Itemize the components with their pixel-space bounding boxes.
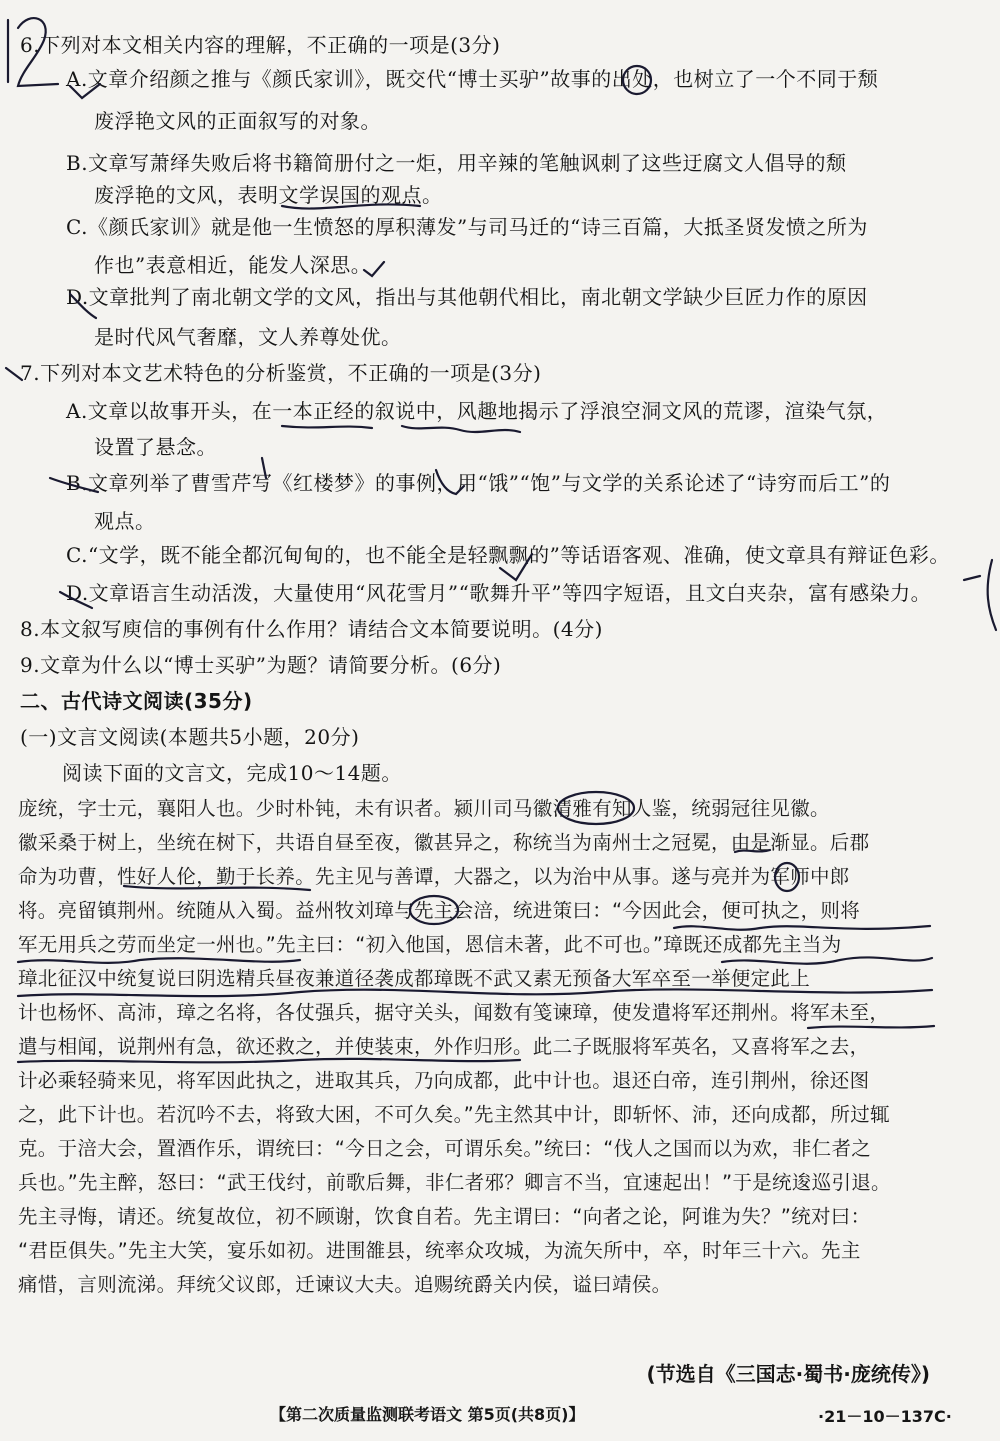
question-6-stem: 6.下列对本文相关内容的理解，不正确的一项是(3分) xyxy=(20,33,501,57)
question-6-option-b-cont: 废浮艳的文风，表明文学误国的观点。 xyxy=(94,183,443,207)
underline-humor xyxy=(402,426,520,432)
passage-line: 痛惜，言则流涕。拜统父议郎，迁谏议大夫。追赐统爵关内侯，谥曰靖侯。 xyxy=(18,1273,672,1296)
question-6-option-c: C.《颜氏家训》就是他一生愤怒的厚积薄发”与司马迁的“诗三百篇，大抵圣贤发愤之所为 xyxy=(66,215,868,239)
passage-line: 遣与相闻，说荆州有急，欲还救之，并使装束，外作归形。此二子既服将军英名，又喜将军之去， xyxy=(18,1035,870,1058)
question-7-option-a: A.文章以故事开头，在一本正经的叙说中，风趣地揭示了浮浪空洞文风的荒谬，渲染气氛， xyxy=(66,399,888,423)
passage-line: 兵也。”先主醉，怒曰：“武王伐纣，前歌后舞，非仁者邪？卿言不当，宜速起出！”于是统逡巡引退。 xyxy=(18,1171,891,1194)
underline-solemn xyxy=(282,426,372,428)
passage-line: 军无用兵之劳而坐定一州也。”先主曰：“初入他国，恩信未著，此不可也。”璋既还成都先主当为 xyxy=(18,933,842,956)
passage-line: 将。亮留镇荆州。统随从入蜀。益州牧刘璋与先主会涪，统进策曰：“今因此会，便可执之，则将 xyxy=(18,899,861,922)
subsection-1-heading: (一)文言文阅读(本题共5小题，20分) xyxy=(20,725,360,749)
passage-line: “君臣俱失。”先主大笑，宴乐如初。进围雒县，统率众攻城，为流矢所中，卒，时年三十六。先主 xyxy=(18,1239,861,1262)
question-7-stem: 7.下列对本文艺术特色的分析鉴赏，不正确的一项是(3分) xyxy=(20,361,542,385)
passage-line: 徽采桑于树上，坐统在树下，共语自昼至夜，徽甚异之，称统当为南州士之冠冕，由是渐显。后郡 xyxy=(18,831,870,854)
exam-code: ·21－10－137C· xyxy=(818,1407,952,1426)
passage-line: 计也杨怀、高沛，璋之名将，各仗强兵，据守关头，闻数有笺谏璋，使发遣将军还荆州。将军未至， xyxy=(18,1001,890,1024)
question-6-option-c-cont: 作也”表意相近，能发人深思。 xyxy=(94,253,372,277)
passage-line: 克。于涪大会，置酒作乐，谓统曰：“今日之会，可谓乐矣。”统曰：“伐人之国而以为欢，非仁者之 xyxy=(18,1137,872,1160)
margin-mark-1 xyxy=(964,576,980,580)
question-6-option-d: D.文章批判了南北朝文学的文风，指出与其他朝代相比，南北朝文学缺少巨匠力作的原因 xyxy=(66,285,868,309)
question-7-option-d: D.文章语言生动活泼，大量使用“风花雪月”“歌舞升平”等四字短语，且文白夹杂，富有感染力。 xyxy=(66,581,932,605)
passage-line: 璋北征汉中统复说曰阴选精兵昼夜兼道径袭成都璋既不武又素无预备大军卒至一举便定此上 xyxy=(18,967,811,990)
passage-line: 之，此下计也。若沉吟不去，将致大困，不可久矣。”先主然其中计，即斩怀、沛，还向成都，所过辄 xyxy=(18,1103,890,1126)
section-2-heading: 二、古代诗文阅读(35分) xyxy=(20,689,253,713)
passage-source: (节选自《三国志·蜀书·庞统传》) xyxy=(646,1362,930,1386)
question-6-option-b: B.文章写萧绎失败后将书籍简册付之一炬，用辛辣的笔触讽刺了这些迂腐文人倡导的颓 xyxy=(66,151,847,175)
passage-line: 先主寻悔，请还。统复故位，初不顾谢，饮食自若。先主谓曰：“向者之论，阿谁为失？”统对曰： xyxy=(18,1205,871,1228)
margin-mark-2 xyxy=(988,560,996,630)
question-9: 9.文章为什么以“博士买驴”为题？请简要分析。(6分) xyxy=(20,653,502,677)
question-6-option-a-cont: 废浮艳文风的正面叙写的对象。 xyxy=(94,109,381,133)
question-7-option-b-cont: 观点。 xyxy=(94,509,156,533)
question-7-option-c: C.“文学，既不能全都沉甸甸的，也不能全是轻飘飘的”等话语客观、准确，使文章具有辩证色彩。 xyxy=(66,543,950,567)
passage-line: 庞统，字士元，襄阳人也。少时朴钝，未有识者。颍川司马徽清雅有知人鉴，统弱冠往见徽。 xyxy=(18,797,830,820)
passage-line: 计必乘轻骑来见，将军因此执之，进取其兵，乃向成都，此中计也。退还白帝，连引荆州，徐还图 xyxy=(18,1069,870,1092)
question-7-option-b: B.文章列举了曹雪芹写《红楼梦》的事例，用“饿”“饱”与文学的关系论述了“诗穷而后工”的 xyxy=(66,471,891,495)
page-footer: 【第二次质量监测联考语文 第5页(共8页)】 xyxy=(270,1405,585,1424)
passage-instruction: 阅读下面的文言文，完成10～14题。 xyxy=(62,761,402,785)
question-6-option-a: A.文章介绍颜之推与《颜氏家训》，既交代“博士买驴”故事的出处，也树立了一个不同于颓 xyxy=(66,67,879,91)
passage-line: 命为功曹，性好人伦，勤于长养。先主见与善谭，大器之，以为治中从事。遂与亮并为军师中郎 xyxy=(18,865,850,888)
question-6-option-d-cont: 是时代风气奢靡，文人养尊处优。 xyxy=(94,325,402,349)
question-7-option-a-cont: 设置了悬念。 xyxy=(94,435,217,459)
question-8: 8.本文叙写庾信的事例有什么作用？请结合文本简要说明。(4分) xyxy=(20,617,603,641)
